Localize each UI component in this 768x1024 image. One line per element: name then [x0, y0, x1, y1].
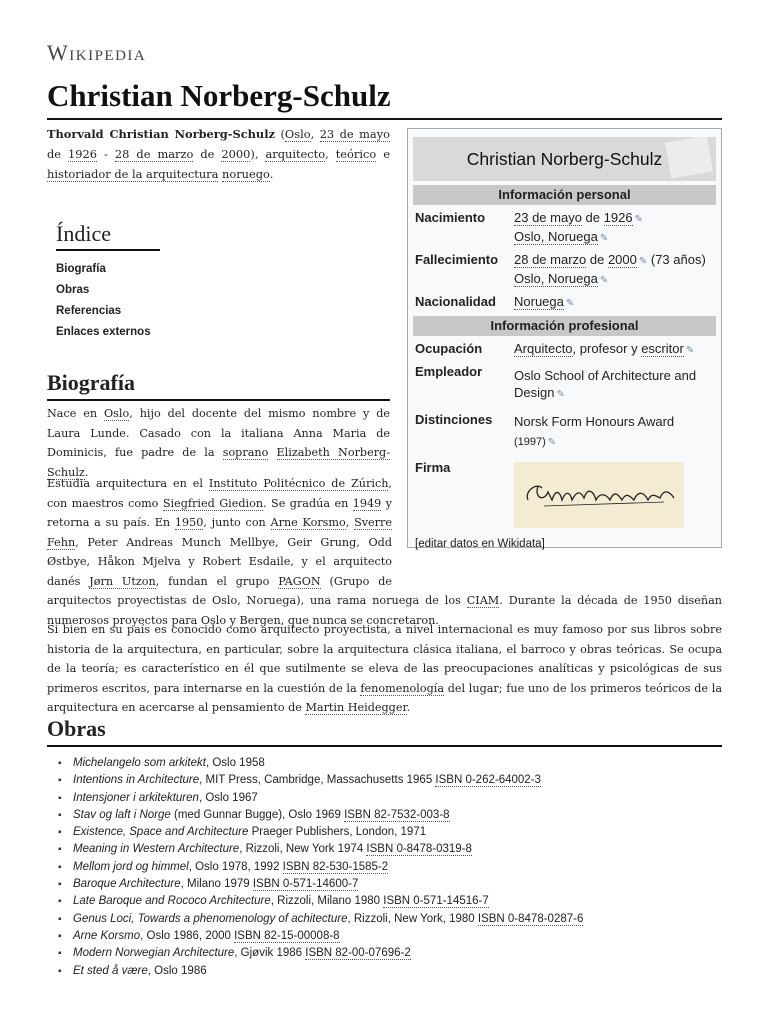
page-title: Christian Norberg-Schulz — [47, 78, 722, 120]
link-giedion[interactable]: Siegfried Giedion — [162, 496, 264, 510]
infobox-title: Christian Norberg-Schulz — [413, 137, 716, 181]
toc-item-enlaces[interactable]: Enlaces externos — [56, 326, 151, 338]
link-fallecimiento-year[interactable]: 2000 — [607, 252, 637, 267]
isbn-link[interactable]: ISBN 0-571-14516-7 — [383, 895, 489, 908]
pencil-icon[interactable]: ✎ — [634, 214, 643, 225]
float-spacer — [392, 474, 722, 572]
pencil-icon[interactable]: ✎ — [599, 275, 609, 286]
link-nacimiento-date[interactable]: 23 de mayo — [514, 210, 582, 225]
toc-item-obras[interactable]: Obras — [56, 284, 90, 296]
link-1950[interactable]: 1950 — [174, 516, 204, 529]
list-item: ▪ Et sted å være, Oslo 1986 — [58, 963, 583, 980]
link-elizabeth[interactable]: Elizabeth Norberg-Schulz — [47, 446, 390, 479]
link-utzon[interactable]: Jørn Utzon — [89, 574, 156, 588]
link-1949[interactable]: 1949 — [352, 496, 382, 510]
link-fallecimiento-place[interactable]: Oslo, Noruega — [514, 271, 598, 286]
infobox-row-fallecimiento: Fallecimiento 28 de marzo de 2000 ✎ (73 años) Oslo, Noruega ✎ — [415, 252, 706, 286]
link-birth-date[interactable]: 23 de mayo — [319, 127, 390, 141]
link-nacimiento-place[interactable]: Oslo, Noruega — [514, 229, 598, 244]
isbn-link[interactable]: ISBN 0-8478-0287-6 — [477, 912, 584, 925]
isbn-link[interactable]: ISBN 82-530-1585-2 — [282, 860, 389, 873]
table-of-contents — [56, 221, 160, 343]
isbn-link[interactable]: ISBN 82-7532-003-8 — [344, 808, 450, 821]
link-teorico[interactable]: teórico — [335, 147, 377, 161]
link-fenomenologia[interactable]: fenomenología — [360, 681, 444, 695]
infobox-row-nacionalidad: Nacionalidad Noruega ✎ — [415, 294, 575, 309]
isbn-link[interactable]: ISBN 0-262-64002-3 — [435, 774, 541, 787]
list-item: ▪ Existence, Space and Architecture Praeger Publishers, London, 1971 — [58, 824, 583, 841]
link-nacionalidad[interactable]: Noruega — [514, 294, 564, 309]
biografia-paragraph-2: Estudia arquitectura en el Instituto Politécnico de Zúrich, con maestros como Siegfried Giedion. Se gradúa en 1949 y retorna a su país. En 1950, junto con Arne Korsmo, Sverre Fehn, Peter Andreas Munch Mellbye, Geir Grung, Odd Østbye, Håkon Mjelva y Robert Esdaile, y el arquitecto danés Jørn Utzon, fundan el grupo PAGON (Grupo de arquitectos proyectistas de Oslo, Noruega), una rama noruega de los CIAM. Durante la década de 1950 diseñan numerosos proyectos para Oslo y Bergen, que nunca se concretaron. — [47, 474, 722, 630]
isbn-link[interactable]: ISBN 0-8478-0319-8 — [366, 843, 472, 856]
infobox-decoration — [665, 137, 713, 178]
biografia-paragraph-1: Nace en Oslo, hijo del docente del mismo nombre y de Laura Lunde. Casado con la italiana Anna Maria de Dominicis, fue padre de la soprano Elizabeth Norberg-Schulz. — [47, 407, 390, 479]
list-item: ▪ Mellom jord og himmel, Oslo 1978, 1992 ISBN 82-530-1585-2 — [58, 859, 583, 876]
infobox-row-empleador: Empleador Oslo School of Architecture and Design ✎ — [415, 364, 697, 400]
link-birth-year[interactable]: 1926 — [68, 147, 98, 161]
list-item: ▪ Genus Loci, Towards a phenomenology of achitecture, Rizzoli, New York, 1980 ISBN 0-8478-0287-6 — [58, 911, 583, 928]
link-historiador[interactable]: historiador de la arquitectura — [47, 167, 219, 181]
list-item: ▪ Baroque Architecture, Milano 1979 ISBN 0-571-14600-7 — [58, 876, 583, 893]
heading-obras: Obras — [47, 716, 722, 747]
list-item: ▪ Michelangelo som arkitekt, Oslo 1958 — [58, 755, 583, 772]
biografia-paragraph-3: Si bien en su país es conocido como arquitecto proyectista, a nivel internacional es muy famoso por sus libros sobre historia de la arquitectura, en particular, sobre la arquitectura clásica italiana, el barroco y obras teóricas. Se ocupa de la teoría; es característico en él que sutilmente se eleva de las preocupaciones analíticas y psicológicas de sus primeros escritos, para internarse en la cuestión de la fenomenología del lugar; fue uno de los primeros teóricos de la arquitectura en acercarse al pensamiento de Martin Heidegger. — [47, 623, 722, 714]
toc-title: Índice — [56, 221, 160, 251]
list-item: ▪ Intensjoner i arkitekturen, Oslo 1967 — [58, 790, 583, 807]
pencil-icon[interactable]: ✎ — [565, 298, 575, 309]
link-nacimiento-year[interactable]: 1926 — [603, 210, 633, 225]
list-item: ▪ Arne Korsmo, Oslo 1986, 2000 ISBN 82-15-00008-8 — [58, 928, 583, 945]
link-fehn[interactable]: Sverre Fehn — [47, 516, 392, 549]
toc-item-biografia[interactable]: Biografía — [56, 263, 106, 275]
link-ciam[interactable]: CIAM — [466, 594, 500, 607]
subject-name: Thorvald Christian Norberg-Schulz — [47, 127, 276, 141]
pencil-icon[interactable]: ✎ — [547, 437, 557, 448]
link-oslo[interactable]: Oslo — [104, 407, 130, 420]
link-arquitecto[interactable]: arquitecto — [265, 147, 326, 161]
infobox-section-profesional: Información profesional — [413, 316, 716, 336]
isbn-link[interactable]: ISBN 0-571-14600-7 — [252, 878, 359, 891]
isbn-link[interactable]: ISBN 82-15-00008-8 — [234, 929, 340, 942]
toc-item-referencias[interactable]: Referencias — [56, 305, 122, 317]
link-noruego[interactable]: noruego — [222, 167, 270, 181]
isbn-link[interactable]: ISBN 82-00-07696-2 — [305, 947, 411, 960]
link-fallecimiento-date[interactable]: 28 de marzo — [514, 252, 587, 267]
pencil-icon[interactable]: ✎ — [638, 256, 648, 267]
link-pagon[interactable]: PAGON — [278, 574, 321, 588]
link-heidegger[interactable]: Martin Heidegger — [305, 701, 407, 714]
pencil-icon[interactable]: ✎ — [685, 345, 695, 356]
edit-wikidata-link[interactable]: [editar datos en Wikidata] — [415, 538, 545, 550]
heading-biografia: Biografía — [47, 370, 390, 401]
link-death-year[interactable]: 2000 — [221, 147, 251, 161]
works-list — [58, 755, 583, 980]
infobox-row-firma: Firma — [413, 459, 716, 532]
infobox-row-ocupacion: Ocupación Arquitecto, profesor y escritor ✎ — [415, 341, 695, 356]
wikipedia-logo[interactable]: Wikipedia — [47, 40, 147, 65]
intro-paragraph: Thorvald Christian Norberg-Schulz (Oslo, 23 de mayo de 1926 - 28 de marzo de 2000), arquitecto, teórico e historiador de la arquitectura noruego. — [47, 127, 390, 181]
link-soprano[interactable]: soprano — [222, 446, 269, 459]
link-escritor[interactable]: escritor — [641, 341, 684, 356]
pencil-icon[interactable]: ✎ — [599, 233, 609, 244]
link-instituto[interactable]: Instituto Politécnico de Zúrich — [208, 477, 389, 490]
link-arquitecto[interactable]: Arquitecto — [514, 341, 573, 356]
link-death-date[interactable]: 28 de marzo — [114, 147, 194, 161]
link-korsmo[interactable]: Arne Korsmo — [270, 516, 346, 529]
link-oslo[interactable]: Oslo — [284, 127, 311, 141]
list-item: ▪ Meaning in Western Architecture, Rizzoli, New York 1974 ISBN 0-8478-0319-8 — [58, 841, 583, 858]
pencil-icon[interactable]: ✎ — [556, 389, 565, 400]
list-item: ▪ Modern Norwegian Architecture, Gjøvik 1986 ISBN 82-00-07696-2 — [58, 945, 583, 962]
infobox-row-distinciones: Distinciones Norsk Form Honours Award (1997) ✎ — [415, 412, 675, 448]
list-item: ▪ Late Baroque and Rococo Architecture, Rizzoli, Milano 1980 ISBN 0-571-14516-7 — [58, 893, 583, 910]
infobox-row-nacimiento: Nacimiento 23 de mayo de 1926 ✎ Oslo, Noruega ✎ — [415, 210, 643, 244]
list-item: ▪ Stav og laft i Norge (med Gunnar Bugge), Oslo 1969 ISBN 82-7532-003-8 — [58, 807, 583, 824]
infobox-section-personal: Información personal — [413, 185, 716, 205]
list-item: ▪ Intentions in Architecture, MIT Press, Cambridge, Massachusetts 1965 ISBN 0-262-64002-3 — [58, 772, 583, 789]
